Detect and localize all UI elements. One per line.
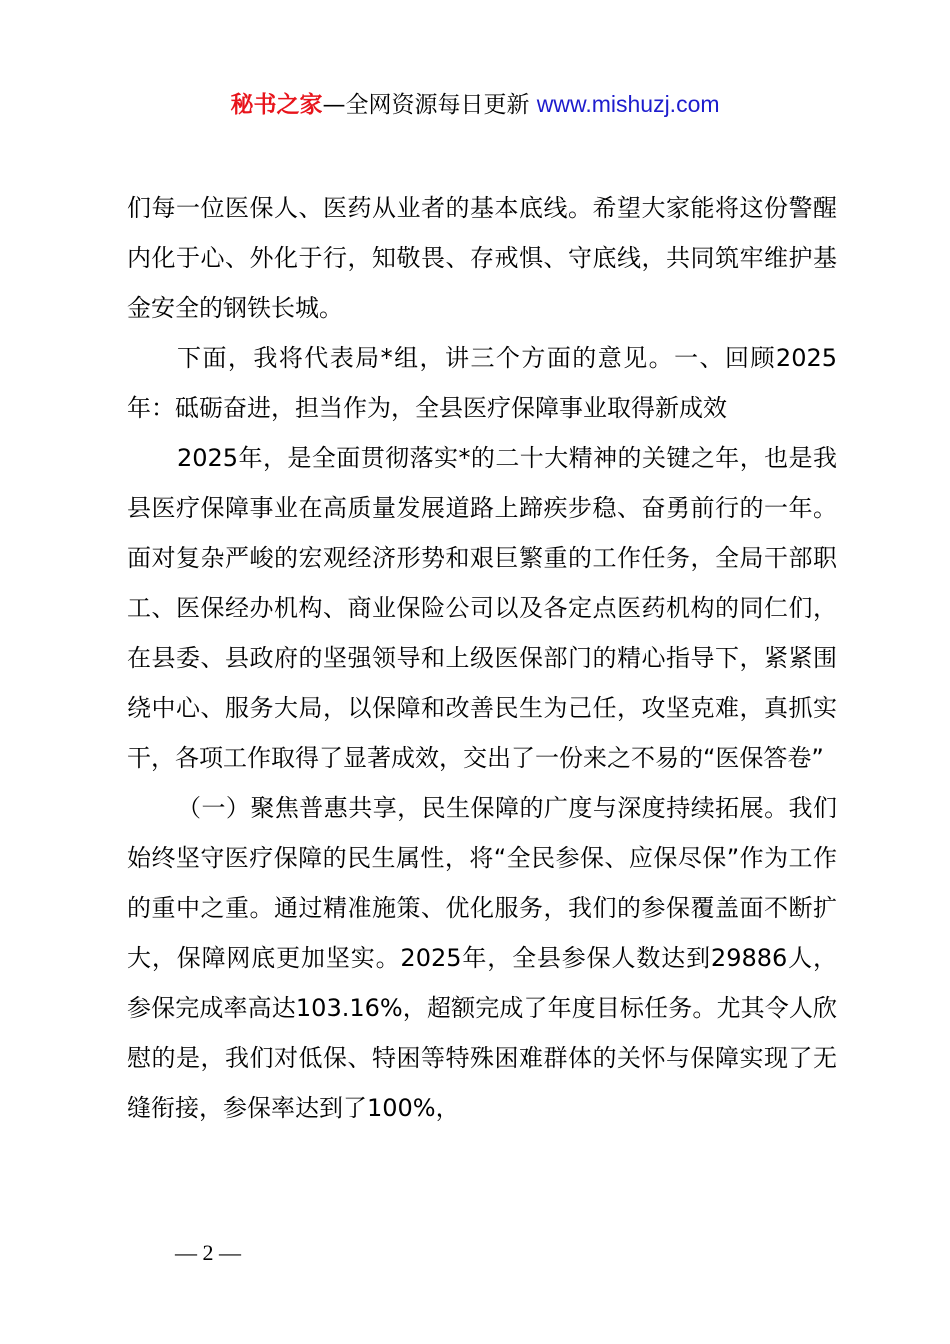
site-brand: 秘书之家 xyxy=(230,92,323,118)
document-body xyxy=(127,183,837,1133)
site-url-link[interactable]: www.mishuzj.com xyxy=(536,91,720,117)
paragraph-continuation: 们每一位医保人、医药从业者的基本底线。希望大家能将这份警醒内化于心、外化于行，知敬畏、存戒惧、守底线，共同筑牢维护基金安全的钢铁长城。 xyxy=(127,194,837,322)
paragraph-review-2025: 2025年，是全面贯彻落实*的二十大精神的关键之年，也是我县医疗保障事业在高质量发展道路上蹄疾步稳、奋勇前行的一年。面对复杂严峻的宏观经济形势和艰巨繁重的工作任务，全局干部职工、医保经办机构、商业保险公司以及各定点医药机构的同仁们，在县委、县政府的坚强领导和上级医保部门的精心指导下，紧紧围绕中心、服务大局，以保障和改善民生为己任，攻坚克难，真抓实干，各项工作取得了显著成效，交出了一份来之不易的“医保答卷” xyxy=(127,444,837,772)
paragraph-section-one: （一）聚焦普惠共享，民生保障的广度与深度持续拓展。我们始终坚守医疗保障的民生属性，将“全民参保、应保尽保”作为工作的重中之重。通过精准施策、优化服务，我们的参保覆盖面不断扩大，保障网底更加坚实。2025年，全县参保人数达到29886人，参保完成率高达103.16%，超额完成了年度目标任务。尤其令人欣慰的是，我们对低保、特困等特殊困难群体的关怀与保障实现了无缝衔接，参保率达到了100%， xyxy=(127,794,837,1122)
site-tagline: —全网资源每日更新 xyxy=(322,92,537,118)
paragraph-intro: 下面，我将代表局*组，讲三个方面的意见。一、回顾2025年：砥砺奋进，担当作为，全县医疗保障事业取得新成效 xyxy=(127,344,837,422)
page-number: — 2 — xyxy=(175,1240,241,1265)
site-header xyxy=(0,86,950,123)
